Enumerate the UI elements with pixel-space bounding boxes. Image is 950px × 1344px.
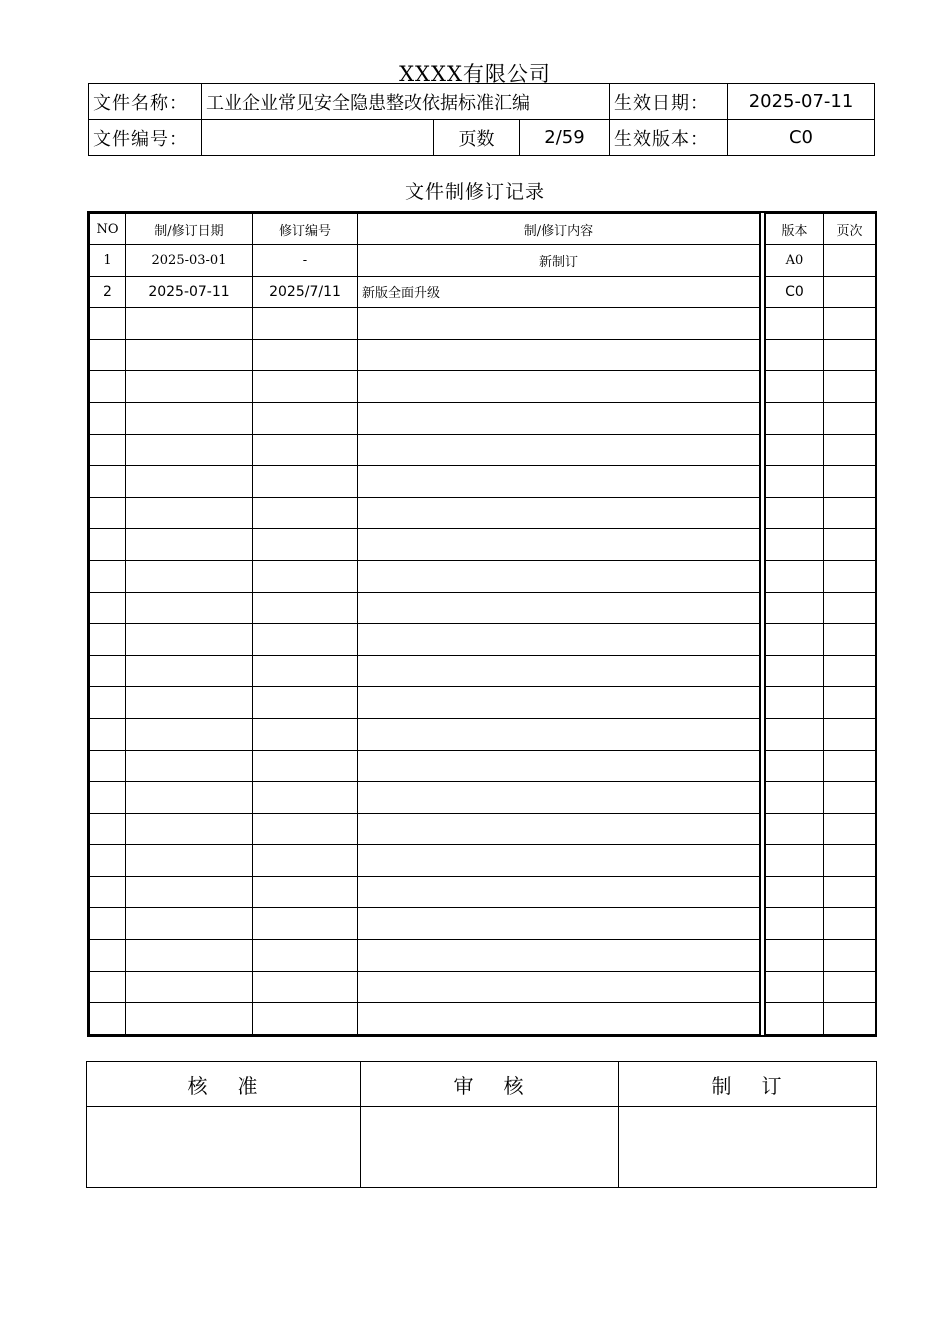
empty-cell (763, 782, 824, 814)
empty-cell (126, 402, 253, 434)
empty-cell (126, 908, 253, 940)
table-row (90, 276, 876, 308)
effective-date-label: 生效日期： (610, 84, 728, 120)
empty-cell (763, 940, 824, 972)
empty-cell (253, 908, 358, 940)
pages-value: 2/59 (520, 120, 610, 156)
empty-cell (824, 308, 876, 340)
effective-date-value: 2025-07-11 (728, 84, 875, 120)
empty-cell (763, 908, 824, 940)
table-row (90, 750, 876, 782)
empty-cell (90, 750, 126, 782)
row-date: 2025-07-11 (126, 276, 253, 308)
revision-record-table (89, 213, 876, 1035)
empty-cell (253, 402, 358, 434)
revision-header-row (90, 214, 876, 245)
empty-cell (358, 1003, 763, 1035)
empty-cell (126, 624, 253, 656)
signoff-table (86, 1061, 877, 1188)
empty-cell (763, 1003, 824, 1035)
row-pages (824, 276, 876, 308)
empty-cell (126, 782, 253, 814)
empty-cell (358, 624, 763, 656)
empty-cell (358, 845, 763, 877)
empty-cell (358, 466, 763, 498)
empty-cell (358, 971, 763, 1003)
table-row (90, 371, 876, 403)
empty-cell (763, 560, 824, 592)
empty-cell (763, 876, 824, 908)
table-row (90, 592, 876, 624)
row-no: 1 (90, 245, 126, 277)
doc-no-label: 文件编号： (89, 120, 202, 156)
table-row (90, 687, 876, 719)
empty-cell (253, 497, 358, 529)
empty-cell (126, 876, 253, 908)
empty-cell (253, 940, 358, 972)
empty-cell (824, 782, 876, 814)
empty-cell (763, 497, 824, 529)
empty-cell (358, 592, 763, 624)
empty-cell (126, 434, 253, 466)
empty-cell (763, 402, 824, 434)
empty-cell (90, 845, 126, 877)
empty-cell (90, 1003, 126, 1035)
empty-cell (824, 560, 876, 592)
empty-cell (824, 845, 876, 877)
empty-cell (126, 718, 253, 750)
empty-cell (824, 339, 876, 371)
empty-cell (358, 497, 763, 529)
empty-cell (126, 466, 253, 498)
table-row (90, 497, 876, 529)
table-row (90, 782, 876, 814)
empty-cell (824, 687, 876, 719)
col-header-date: 制/修订日期 (126, 214, 253, 245)
version-value: C0 (728, 120, 875, 156)
table-row (90, 434, 876, 466)
col-header-pages: 页次 (824, 214, 876, 245)
empty-cell (90, 908, 126, 940)
table-row (90, 655, 876, 687)
empty-cell (90, 434, 126, 466)
empty-cell (253, 308, 358, 340)
empty-cell (126, 845, 253, 877)
row-version: C0 (763, 276, 824, 308)
table-row (90, 308, 876, 340)
empty-cell (253, 1003, 358, 1035)
row-no: 2 (90, 276, 126, 308)
empty-cell (824, 813, 876, 845)
empty-cell (824, 434, 876, 466)
table-row (90, 813, 876, 845)
row-pages (824, 245, 876, 277)
empty-cell (763, 529, 824, 561)
empty-cell (358, 339, 763, 371)
empty-cell (126, 1003, 253, 1035)
version-label: 生效版本： (610, 120, 728, 156)
empty-cell (763, 434, 824, 466)
empty-cell (358, 908, 763, 940)
table-row (90, 845, 876, 877)
empty-cell (253, 339, 358, 371)
approve-header: 核 准 (87, 1062, 361, 1107)
row-code: - (253, 245, 358, 277)
empty-cell (253, 371, 358, 403)
empty-cell (824, 876, 876, 908)
empty-cell (824, 1003, 876, 1035)
row-version: A0 (763, 245, 824, 277)
empty-cell (126, 813, 253, 845)
empty-cell (824, 402, 876, 434)
document-info-table (88, 83, 875, 156)
empty-cell (126, 750, 253, 782)
empty-cell (126, 940, 253, 972)
empty-cell (358, 940, 763, 972)
empty-cell (90, 655, 126, 687)
empty-cell (358, 434, 763, 466)
empty-cell (824, 971, 876, 1003)
empty-cell (824, 655, 876, 687)
table-row (90, 466, 876, 498)
empty-cell (90, 813, 126, 845)
empty-cell (90, 560, 126, 592)
row-content: 新制订 (358, 245, 763, 277)
empty-cell (126, 339, 253, 371)
empty-cell (90, 718, 126, 750)
table-row (90, 339, 876, 371)
empty-cell (126, 371, 253, 403)
empty-cell (90, 876, 126, 908)
empty-cell (126, 687, 253, 719)
empty-cell (253, 655, 358, 687)
table-row (90, 529, 876, 561)
empty-cell (763, 687, 824, 719)
empty-cell (90, 782, 126, 814)
empty-cell (253, 813, 358, 845)
empty-cell (253, 876, 358, 908)
empty-cell (90, 466, 126, 498)
col-header-version: 版本 (763, 214, 824, 245)
empty-cell (763, 371, 824, 403)
empty-cell (358, 371, 763, 403)
empty-cell (824, 718, 876, 750)
empty-cell (824, 750, 876, 782)
col-header-content: 制/修订内容 (358, 214, 763, 245)
empty-cell (126, 971, 253, 1003)
company-name: XXXX有限公司 (399, 62, 551, 86)
empty-cell (358, 782, 763, 814)
empty-cell (358, 655, 763, 687)
empty-cell (253, 718, 358, 750)
empty-cell (358, 308, 763, 340)
empty-cell (90, 592, 126, 624)
table-row (90, 402, 876, 434)
approve-signature-cell[interactable] (87, 1107, 361, 1188)
empty-cell (90, 624, 126, 656)
empty-cell (126, 560, 253, 592)
table-row (90, 718, 876, 750)
empty-cell (253, 560, 358, 592)
empty-cell (253, 687, 358, 719)
empty-cell (253, 529, 358, 561)
empty-cell (90, 402, 126, 434)
empty-cell (253, 434, 358, 466)
empty-cell (763, 718, 824, 750)
empty-cell (253, 782, 358, 814)
pages-label: 页数 (434, 120, 520, 156)
empty-cell (763, 466, 824, 498)
empty-cell (763, 750, 824, 782)
doc-name-value: 工业企业常见安全隐患整改依据标准汇编 (202, 84, 610, 120)
empty-cell (824, 529, 876, 561)
empty-cell (358, 529, 763, 561)
empty-cell (763, 845, 824, 877)
row-content: 新版全面升级 (358, 276, 763, 308)
table-row (90, 245, 876, 277)
doc-no-value (202, 120, 434, 156)
empty-cell (90, 687, 126, 719)
empty-cell (763, 971, 824, 1003)
empty-cell (824, 592, 876, 624)
empty-cell (253, 592, 358, 624)
empty-cell (358, 813, 763, 845)
review-header: 审 核 (361, 1062, 619, 1107)
table-row (90, 908, 876, 940)
row-date: 2025-03-01 (126, 245, 253, 277)
table-row (90, 1003, 876, 1035)
empty-cell (126, 497, 253, 529)
col-header-code: 修订编号 (253, 214, 358, 245)
empty-cell (126, 592, 253, 624)
empty-cell (90, 940, 126, 972)
table-row (90, 876, 876, 908)
empty-cell (763, 308, 824, 340)
empty-cell (358, 560, 763, 592)
empty-cell (824, 497, 876, 529)
table-row (90, 940, 876, 972)
empty-cell (358, 876, 763, 908)
empty-cell (90, 371, 126, 403)
empty-cell (126, 655, 253, 687)
empty-cell (358, 402, 763, 434)
empty-cell (253, 624, 358, 656)
empty-cell (126, 308, 253, 340)
col-header-no: NO (90, 214, 126, 245)
empty-cell (253, 750, 358, 782)
table-row (90, 971, 876, 1003)
review-signature-cell[interactable] (361, 1107, 619, 1188)
empty-cell (763, 655, 824, 687)
empty-cell (763, 339, 824, 371)
empty-cell (90, 339, 126, 371)
table-row (90, 624, 876, 656)
empty-cell (253, 971, 358, 1003)
empty-cell (253, 845, 358, 877)
revision-record-title: 文件制修订记录 (404, 181, 545, 203)
table-row (90, 560, 876, 592)
empty-cell (763, 592, 824, 624)
empty-cell (90, 308, 126, 340)
prepare-signature-cell[interactable] (619, 1107, 877, 1188)
empty-cell (90, 971, 126, 1003)
empty-cell (824, 466, 876, 498)
empty-cell (126, 529, 253, 561)
prepare-header: 制 订 (619, 1062, 877, 1107)
empty-cell (824, 908, 876, 940)
empty-cell (253, 466, 358, 498)
empty-cell (824, 624, 876, 656)
revision-record-frame (87, 211, 877, 1037)
empty-cell (824, 371, 876, 403)
empty-cell (90, 497, 126, 529)
empty-cell (824, 940, 876, 972)
row-code: 2025/7/11 (253, 276, 358, 308)
empty-cell (763, 624, 824, 656)
empty-cell (90, 529, 126, 561)
doc-name-label: 文件名称： (89, 84, 202, 120)
empty-cell (358, 687, 763, 719)
empty-cell (763, 813, 824, 845)
empty-cell (358, 750, 763, 782)
empty-cell (358, 718, 763, 750)
